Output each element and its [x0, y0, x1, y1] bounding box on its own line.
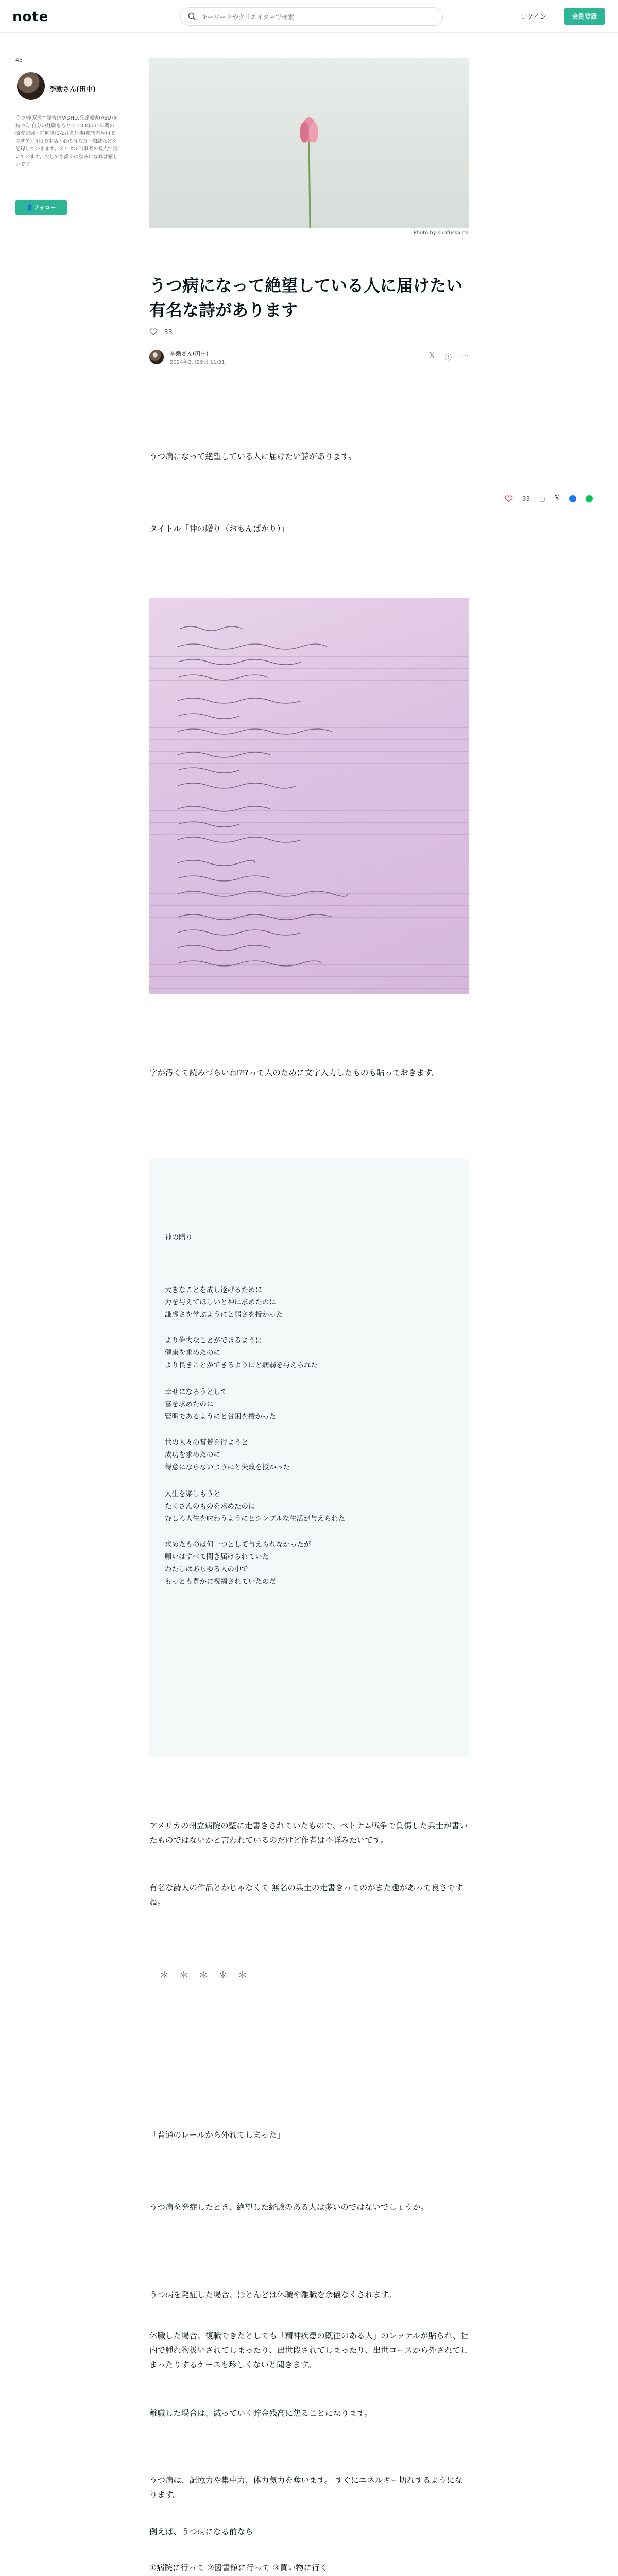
poem-line: 世の人々の賞賛を得ようと: [165, 1438, 248, 1447]
poem-line: 人生を楽しもうと: [165, 1490, 220, 1498]
float-like-count: 33: [522, 495, 530, 502]
author-bio: うつ病(双極性障害)やADHD,発達障害(ASD)を持つ方 自分の経験をもとに 100年の1年間の療養記録・前向きになれる仕事(障害者雇用での就労) 毎日の生活・心の持ち方・知識などを記録していきます。メンタル当事者の視点で書いています。少しでも誰かの励みになれば嬉しいです: [15, 115, 118, 167]
more-options-icon[interactable]: ⋯: [462, 352, 469, 360]
photo-credit[interactable]: Photo by sunfussama: [413, 230, 469, 236]
poem-text-block: [149, 1159, 469, 1757]
poem-title-line: タイトル「神の贈り（おもんぱかり）」: [149, 524, 289, 533]
person-plus-icon: 👤: [26, 204, 34, 211]
body-paragraph: 休職した場合、復職できたとしても「精神疾患の既往のある人」のレッテルが貼られ、社内で腫れ物扱いされてしまったり、出世段されてしまったり、出世コースから外されてしまったりするケースも珍しくないと聞きます。: [149, 2331, 469, 2369]
body-paragraph: うつ病は、記憶力や集中力、体力気力を奪います。 すぐにエネルギー切れするようになります。: [149, 2476, 463, 2499]
poem-line: 願いはすべて聞き届けられていた: [165, 1553, 269, 1561]
author-row: [149, 348, 469, 368]
poem-line: 大きなことを成し遂げるために: [165, 1286, 262, 1294]
search-input[interactable]: [201, 11, 433, 23]
search-bar[interactable]: [180, 7, 443, 26]
origin-note-2: 有名な詩人の作品とかじゃなくて 無名の兵士の走書きってのがまた趣があって良さですね。: [149, 1883, 464, 1907]
poem-line: より偉大なことができるように: [165, 1336, 262, 1345]
poem-line: 力を与えてほしいと神に求めたのに: [165, 1298, 276, 1307]
poem-line: 得意にならないようにと失敗を授かった: [165, 1463, 290, 1471]
body-paragraph: 例えば、うつ病になる前なら: [149, 2527, 253, 2536]
body-paragraph: うつ病を発症した場合、ほとんどは休職や離職を余儀なくされます。: [149, 2290, 397, 2299]
body-paragraph: 離職した場合は、減っていく貯金残高に焦ることになります。: [149, 2409, 372, 2418]
ruled-paper: [149, 598, 469, 994]
heart-icon[interactable]: [505, 495, 513, 502]
poem-line: もっとも豊かに祝福されていたのだ: [165, 1578, 276, 1586]
poem-line: わたしはあらゆる人の中で: [165, 1565, 248, 1573]
body-paragraph: ①病院に行って ②図書館に行って ③買い物に行く: [149, 2563, 328, 2572]
transcription-note: 字が汚くて読みづらいわ⁉⁉って人のために文字入力したものも貼っておきます。: [149, 1068, 440, 1077]
avatar[interactable]: [149, 350, 164, 364]
poem-title: 神の贈り: [165, 1233, 193, 1242]
poem-line: 富を求めたのに: [165, 1400, 214, 1409]
share-icons: [430, 352, 469, 362]
poem-line: 成功を求めたのに: [165, 1451, 220, 1459]
floating-action-bar: [505, 495, 593, 502]
section-divider: ＊＊＊＊＊: [160, 1970, 258, 1981]
poem-line: たくさんのものを求めたのに: [165, 1502, 255, 1511]
top-header: [0, 0, 618, 33]
search-icon: [188, 12, 196, 21]
like-count: 33: [164, 329, 173, 336]
poem-line: 賢明であるようにと貧困を授かった: [165, 1413, 276, 1421]
handwritten-poem-image: [149, 598, 469, 994]
intro-paragraph: うつ病になって絶望している人に届けたい詩があります。: [149, 452, 356, 461]
hero-image: [149, 58, 469, 228]
article-title: うつ病になって絶望している人に届けたい有名な詩があります: [149, 276, 463, 320]
like-counter[interactable]: [149, 328, 173, 336]
poem-line: 健康を求めたのに: [165, 1349, 220, 1357]
heart-icon[interactable]: [149, 328, 158, 335]
author-sidebar: [15, 57, 118, 211]
facebook-share-icon[interactable]: ⓕ: [444, 354, 452, 362]
poem-line: より良きことができるようにと病弱を与えられた: [165, 1361, 318, 1369]
author-name[interactable]: 季動さん(田中): [170, 350, 209, 357]
avatar[interactable]: [17, 72, 45, 100]
origin-note: アメリカの州立病院の壁に走書きされていたもので、ベトナム戦争で負傷した兵士が書いたものではないかと言われているのだけど作者は不詳みたいです。: [149, 1821, 468, 1845]
poem-line: 謙虚さを学ぶようにと弱さを授かった: [165, 1311, 283, 1319]
follow-button[interactable]: [15, 200, 67, 215]
line-share-icon[interactable]: [586, 495, 593, 502]
magazine-icon[interactable]: ▢: [539, 495, 545, 502]
section-heading: 「普通のレールから外れてしまった」: [149, 2130, 285, 2140]
note-logo[interactable]: note: [12, 9, 49, 25]
poem-line: むしろ人生を味わうようにとシンプルな生活が与えられた: [165, 1515, 346, 1523]
body-paragraph: うつ病を発症したとき、絶望した経験のある人は多いのではないでしょうか。: [149, 2202, 428, 2212]
follower-count: 45: [15, 57, 23, 63]
poem-line: 幸せになろうとして: [165, 1388, 228, 1396]
tulip-illustration: [149, 58, 469, 228]
x-share-icon[interactable]: 𝕏: [429, 352, 435, 360]
signup-button[interactable]: 会員登録: [564, 8, 605, 25]
publish-date: 2024年3月29日 11:31: [170, 360, 225, 365]
follow-label: フォロー: [33, 204, 56, 211]
x-share-icon[interactable]: 𝕏: [554, 495, 560, 502]
login-link[interactable]: ログイン: [520, 13, 547, 21]
poem-line: 求めたものは何一つとして与えられなかったが: [165, 1540, 311, 1549]
sidebar-author-name[interactable]: 季動さん(田中): [49, 86, 96, 93]
facebook-share-icon[interactable]: [569, 495, 576, 502]
